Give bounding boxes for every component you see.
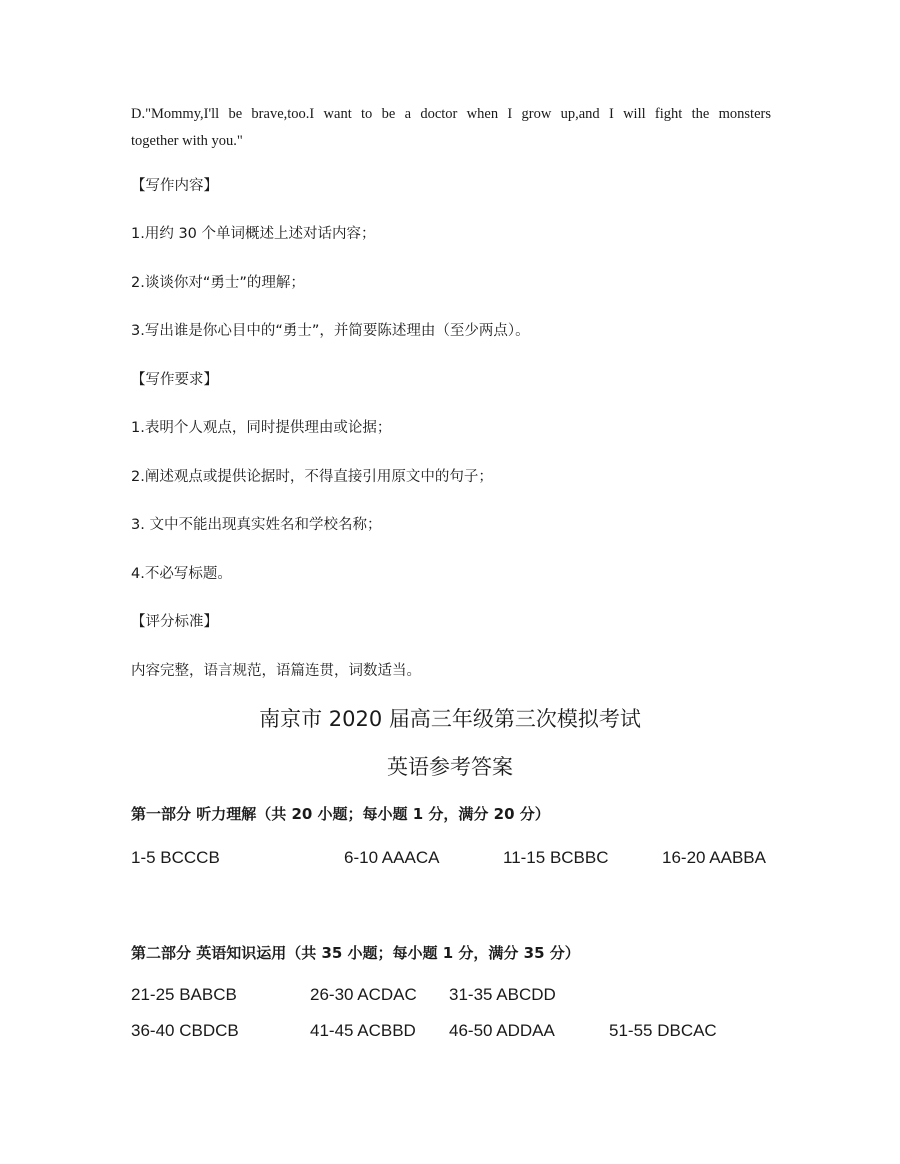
requirements-heading: 【写作要求】 — [131, 372, 218, 388]
grading-heading: 【评分标准】 — [131, 614, 218, 630]
part2-answer-51-55: 51-55 DBCAC — [609, 1021, 717, 1040]
part2-answer-41-45: 41-45 ACBBD — [310, 1021, 416, 1040]
answer-key-subtitle: 英语参考答案 — [387, 755, 513, 779]
part1-answer-6-10: 6-10 AAACA — [344, 848, 440, 867]
content-heading: 【写作内容】 — [131, 178, 218, 194]
part1-heading: 第一部分 听力理解（共 20 小题；每小题 1 分，满分 20 分） — [131, 805, 550, 823]
part2-answer-21-25: 21-25 BABCB — [131, 985, 237, 1004]
requirement-item-3: 3. 文中不能出现真实姓名和学校名称； — [131, 517, 382, 533]
content-item-2: 2.谈谈你对“勇士”的理解； — [131, 275, 305, 291]
exam-title: 南京市 2020 届高三年级第三次模拟考试 — [259, 707, 641, 731]
part2-answer-36-40: 36-40 CBDCB — [131, 1021, 239, 1040]
requirement-item-4: 4.不必写标题。 — [131, 566, 232, 582]
content-item-3: 3.写出谁是你心目中的“勇士”，并简要陈述理由（至少两点）。 — [131, 323, 530, 339]
part1-answer-16-20: 16-20 AABBA — [662, 848, 766, 867]
content-item-1: 1.用约 30 个单词概述上述对话内容； — [131, 226, 376, 242]
part1-answer-11-15: 11-15 BCBBC — [503, 848, 609, 867]
requirement-item-1: 1.表明个人观点，同时提供理由或论据； — [131, 420, 392, 436]
part1-answer-1-5: 1-5 BCCCB — [131, 848, 220, 867]
option-d-line-1: D."Mommy,I'll be brave,too.I want to be a doctor when I grow up,and I will fight the monsters — [131, 106, 771, 122]
requirement-item-2: 2.阐述观点或提供论据时，不得直接引用原文中的句子； — [131, 469, 493, 485]
part2-heading: 第二部分 英语知识运用（共 35 小题；每小题 1 分，满分 35 分） — [131, 944, 580, 962]
option-d-line-2: together with you." — [131, 133, 243, 149]
part2-answer-46-50: 46-50 ADDAA — [449, 1021, 555, 1040]
part2-answer-31-35: 31-35 ABCDD — [449, 985, 556, 1004]
part2-answer-26-30: 26-30 ACDAC — [310, 985, 417, 1004]
grading-text: 内容完整，语言规范，语篇连贯，词数适当。 — [131, 663, 421, 679]
